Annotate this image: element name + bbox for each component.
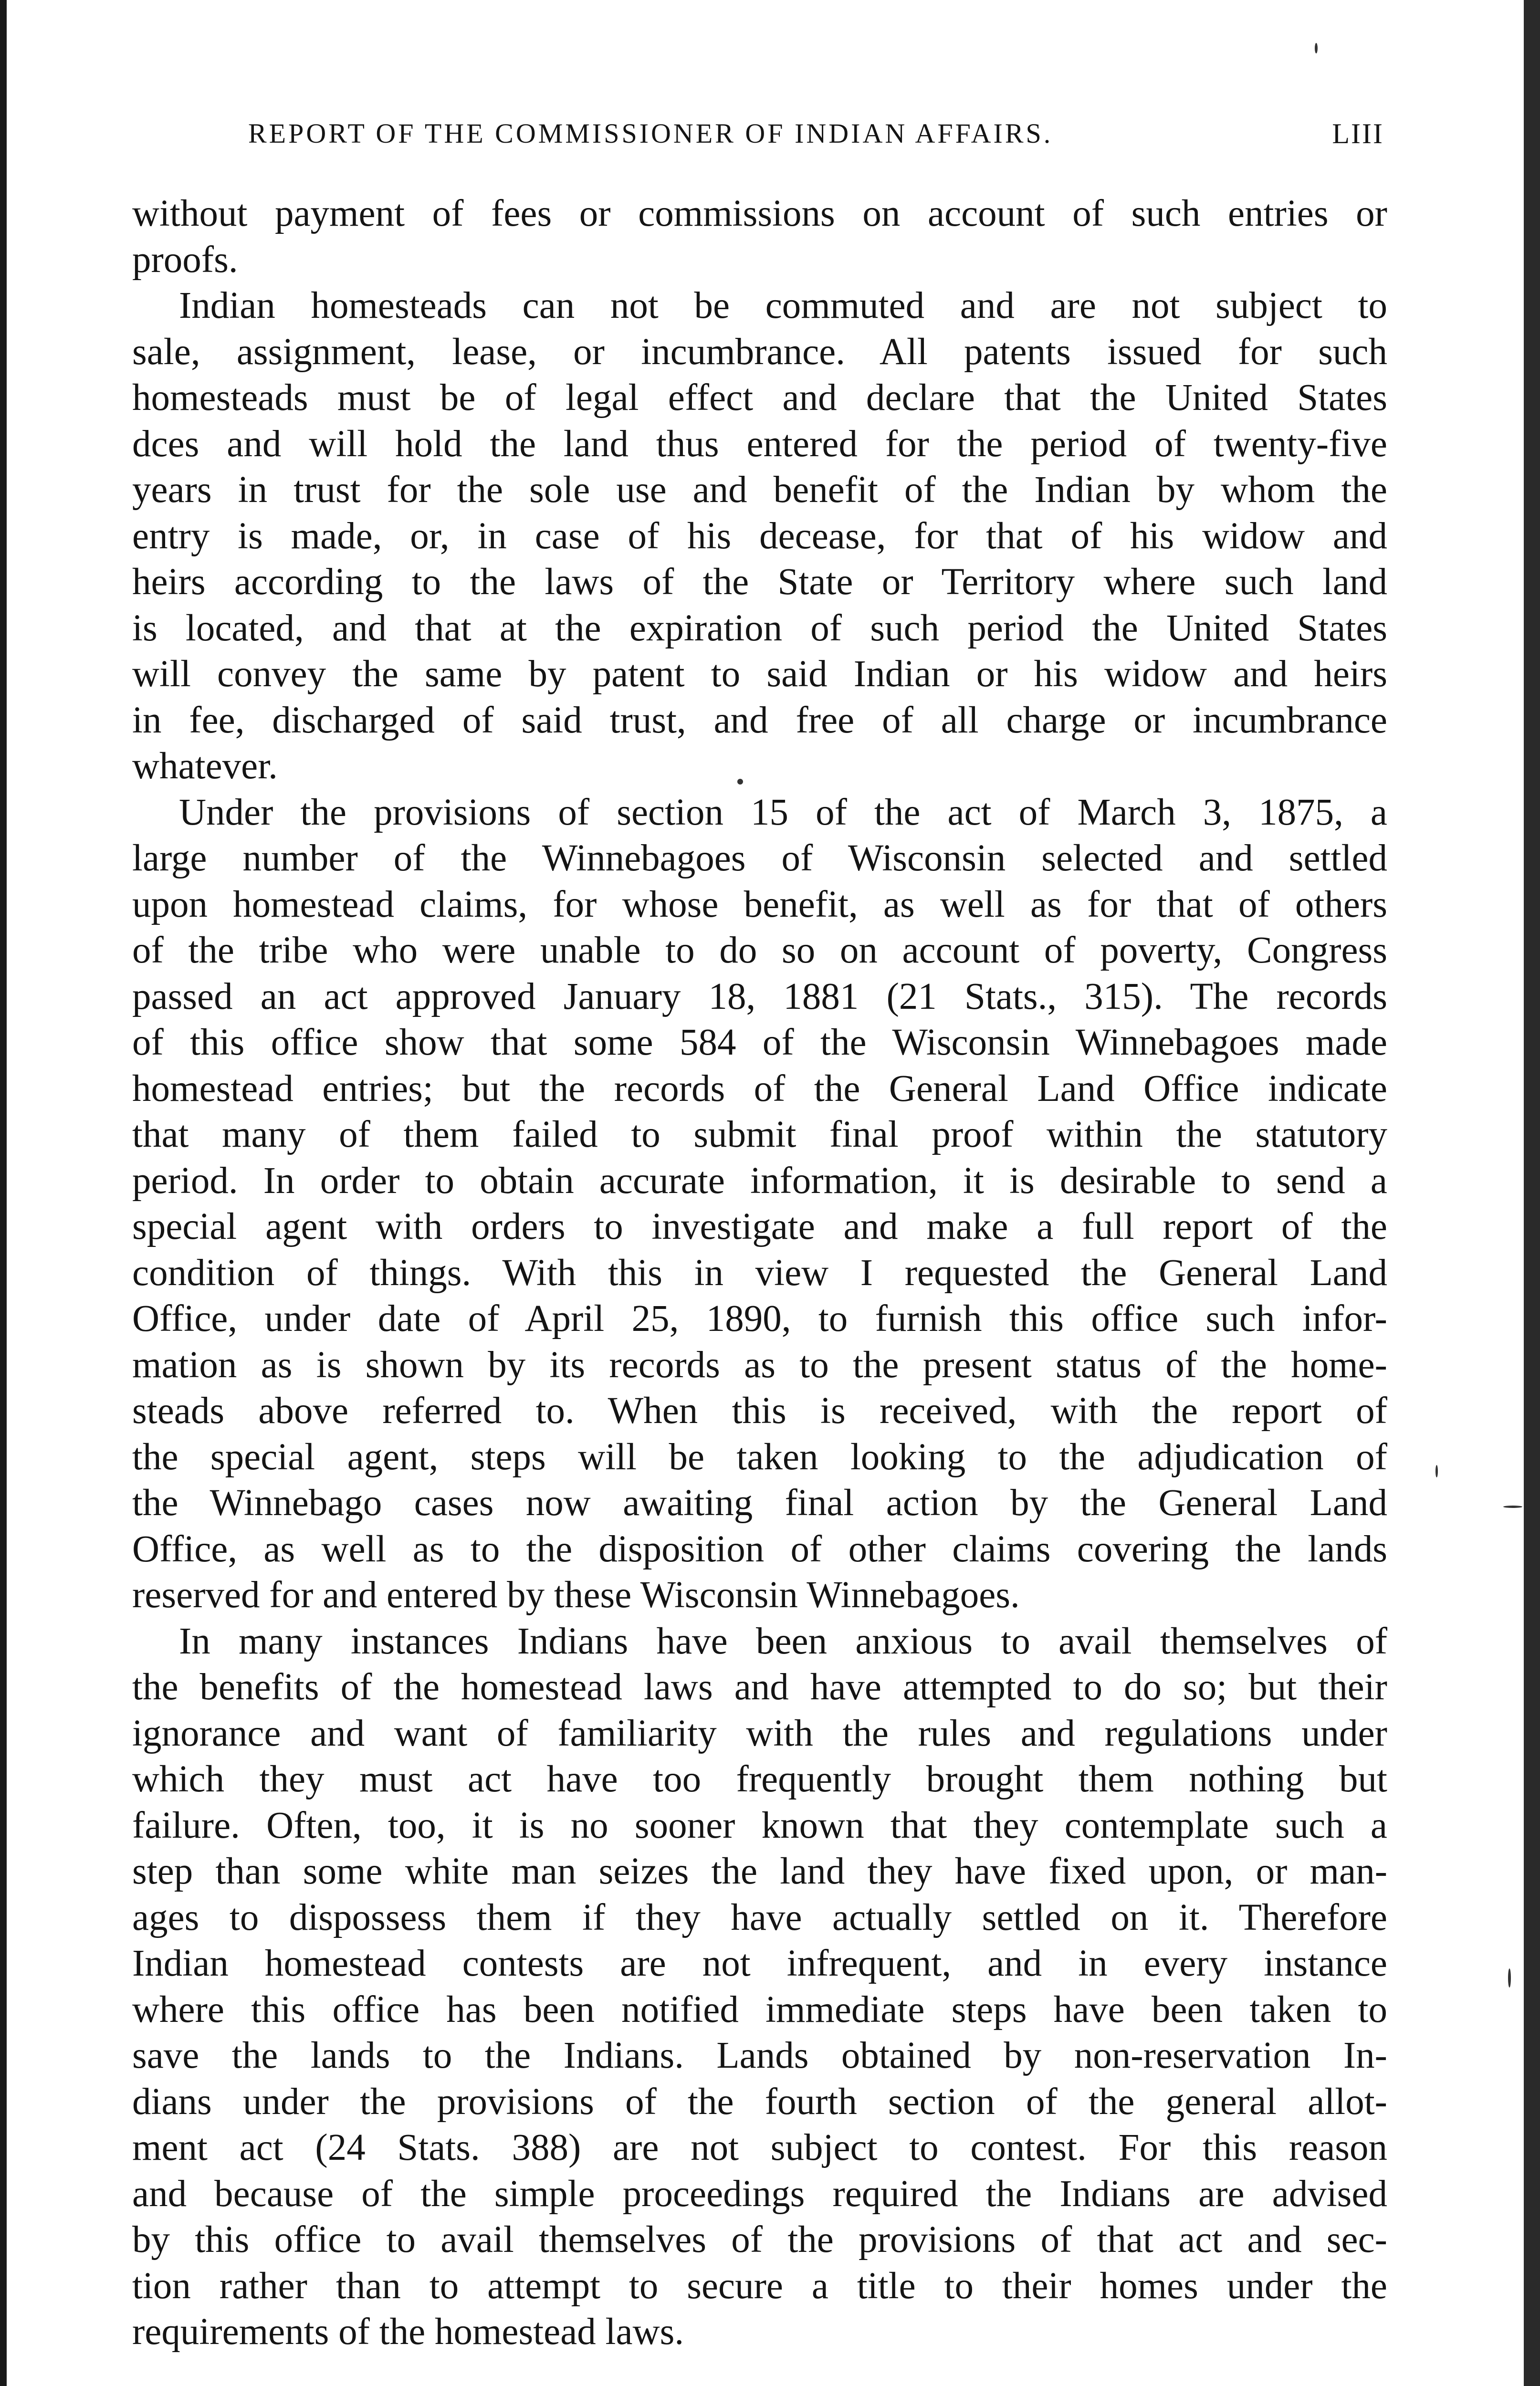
- text-line: proofs.: [132, 239, 238, 281]
- text-line: without payment of fees or commissions on account of such entries or: [132, 193, 1387, 234]
- body-text: [132, 191, 1387, 2355]
- text-line: homesteads must be of legal effect and declare that the United States: [132, 377, 1387, 419]
- text-line: failure. Often, too, it is no sooner known that they contemplate such a: [132, 1804, 1387, 1846]
- text-line: will convey the same by patent to said Indian or his widow and heirs: [132, 653, 1387, 695]
- scan-right-edge: [1524, 0, 1540, 2386]
- text-line: In many instances Indians have been anxious to avail themselves of: [179, 1620, 1387, 1662]
- text-line: mation as is shown by its records as to the present status of the home-: [132, 1344, 1387, 1386]
- scan-speck: [1435, 1465, 1438, 1477]
- text-line: tion rather than to attempt to secure a title to their homes under the: [132, 2265, 1387, 2307]
- text-line: Office, as well as to the disposition of other claims covering the lands: [132, 1528, 1387, 1570]
- scan-speck: [1508, 1968, 1511, 1988]
- text-line: Indian homesteads can not be commuted and are not subject to: [179, 285, 1387, 326]
- text-line: upon homestead claims, for whose benefit, as well as for that of others: [132, 883, 1387, 925]
- text-line: in fee, discharged of said trust, and free of all charge or incumbrance: [132, 699, 1387, 741]
- text-line: which they must act have too frequently brought them nothing but: [132, 1758, 1387, 1800]
- text-line: whatever.: [132, 745, 278, 787]
- page-number: LIII: [1332, 118, 1384, 149]
- text-line: of this office show that some 584 of the Wisconsin Winnebagoes made: [132, 1022, 1387, 1063]
- text-line: homestead entries; but the records of the General Land Office indicate: [132, 1067, 1387, 1109]
- text-line: is located, and that at the expiration of such period the United States: [132, 607, 1387, 649]
- text-line: passed an act approved January 18, 1881 (21 Stats., 315). The records: [132, 975, 1387, 1017]
- text-line: dians under the provisions of the fourth section of the general allot-: [132, 2081, 1387, 2123]
- text-line: ignorance and want of familiarity with the rules and regulations under: [132, 1712, 1387, 1754]
- scan-speck: [1503, 1506, 1522, 1508]
- scan-speck: [1315, 43, 1318, 53]
- text-line: Under the provisions of section 15 of the act of March 3, 1875, a: [179, 791, 1387, 833]
- text-line: reserved for and entered by these Wisconsin Winnebagoes.: [132, 1574, 1020, 1616]
- paragraph-continued: [132, 191, 1387, 283]
- text-line: that many of them failed to submit final proof within the statutory: [132, 1114, 1387, 1155]
- text-line: by this office to avail themselves of the provisions of that act and sec-: [132, 2219, 1387, 2260]
- text-line: step than some white man seizes the land they have fixed upon, or man-: [132, 1851, 1387, 1892]
- text-line: where this office has been notified immediate steps have been taken to: [132, 1988, 1387, 2030]
- page-header: [248, 117, 1384, 160]
- text-line: Office, under date of April 25, 1890, to furnish this office such infor-: [132, 1298, 1387, 1340]
- scan-left-edge: [0, 0, 7, 2386]
- text-line: period. In order to obtain accurate information, it is desirable to send a: [132, 1160, 1387, 1202]
- text-line: Indian homestead contests are not infrequent, and in every instance: [132, 1943, 1387, 1984]
- text-line: requirements of the homestead laws.: [132, 2311, 684, 2353]
- text-line: save the lands to the Indians. Lands obtained by non-reservation In-: [132, 2035, 1387, 2076]
- text-line: of the tribe who were unable to do so on account of poverty, Congress: [132, 930, 1387, 971]
- text-line: condition of things. With this in view I requested the General Land: [132, 1252, 1387, 1294]
- text-line: and because of the simple proceedings required the Indians are advised: [132, 2173, 1387, 2215]
- text-line: sale, assignment, lease, or incumbrance. All patents issued for such: [132, 331, 1387, 373]
- text-line: the special agent, steps will be taken looking to the adjudication of: [132, 1436, 1387, 1478]
- text-line: years in trust for the sole use and benefit of the Indian by whom the: [132, 469, 1387, 511]
- text-line: ages to dispossess them if they have actually settled on it. Therefore: [132, 1896, 1387, 1938]
- text-line: the Winnebago cases now awaiting final action by the General Land: [132, 1482, 1387, 1524]
- text-line: special agent with orders to investigate and make a full report of the: [132, 1206, 1387, 1247]
- text-line: ment act (24 Stats. 388) are not subject to contest. For this reason: [132, 2127, 1387, 2168]
- paragraph-contests: [132, 1619, 1387, 2355]
- text-line: dces and will hold the land thus entered for the period of twenty-five: [132, 423, 1387, 465]
- text-line: the benefits of the homestead laws and have attempted to do so; but their: [132, 1666, 1387, 1708]
- text-line: heirs according to the laws of the State or Territory where such land: [132, 561, 1387, 603]
- running-head: REPORT OF THE COMMISSIONER OF INDIAN AFFAIRS.: [248, 118, 1053, 149]
- paragraph-homesteads: [132, 283, 1387, 790]
- paragraph-winnebagoes: [132, 790, 1387, 1619]
- text-line: entry is made, or, in case of his decease, for that of his widow and: [132, 515, 1387, 557]
- text-line: steads above referred to. When this is received, with the report of: [132, 1390, 1387, 1432]
- text-line: large number of the Winnebagoes of Wisconsin selected and settled: [132, 837, 1387, 879]
